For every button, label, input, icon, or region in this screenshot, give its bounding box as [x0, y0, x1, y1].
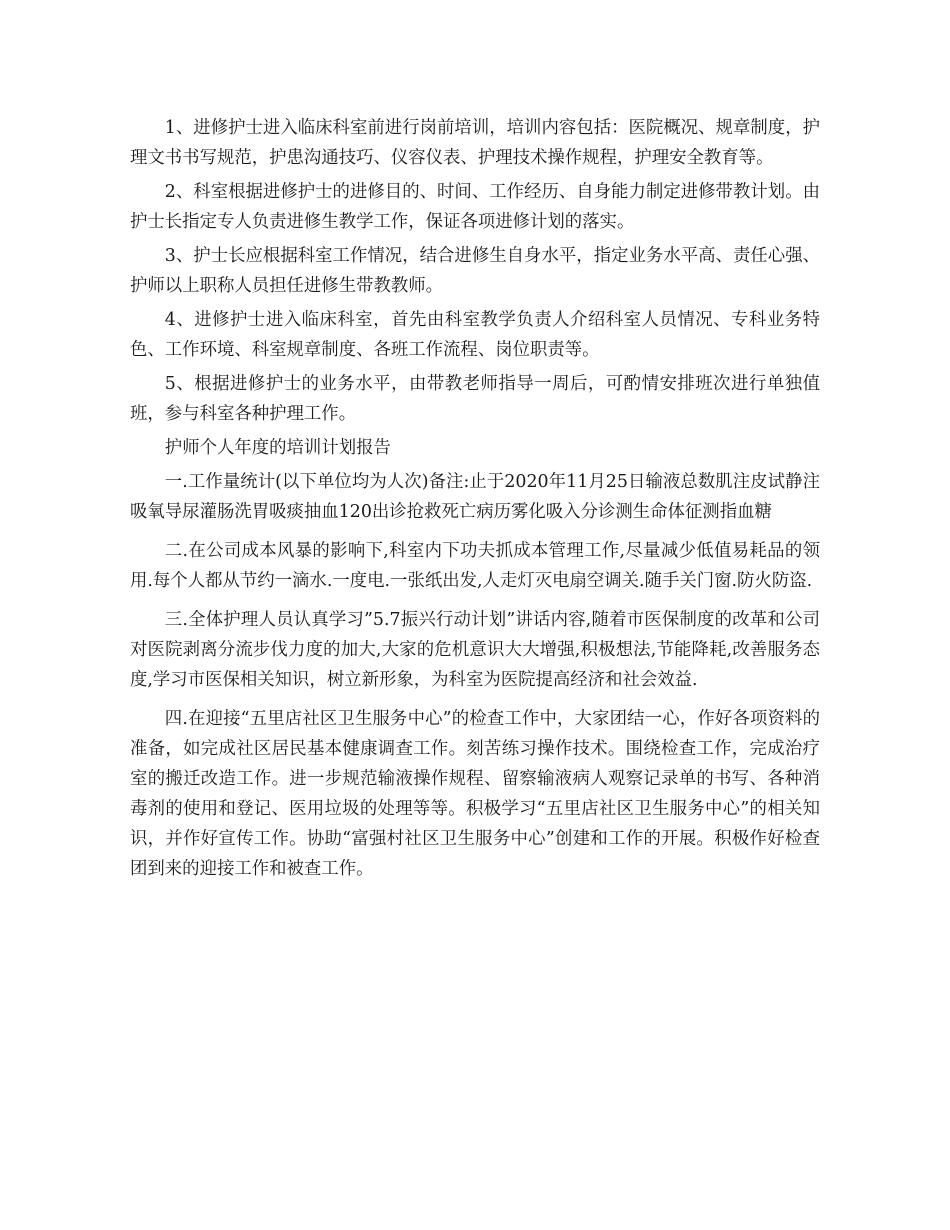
paragraph-2: 2、科室根据进修护士的进修目的、时间、工作经历、自身能力制定进修带教计划。由护士长指定专人负责进修生教学工作，保证各项进修计划的落实。 [130, 182, 820, 232]
section-heading: 护师个人年度的培训计划报告 [164, 438, 391, 458]
paragraph-workload: 一.工作量统计(以下单位均为人次)备注:止于2020年11月25日输液总数肌注皮试静注吸氧导尿灌肠洗胃吸痰抽血120出诊抢救死亡病历雾化吸入分诊测生命体征测指血糖 [130, 472, 820, 522]
paragraph-cost: 二.在公司成本风暴的影响下,科室内下功夫抓成本管理工作,尽量减少低值易耗品的领用.每个人都从节约一滴水.一度电.一张纸出发,人走灯灭电扇空调关.随手关门窗.防火防盗. [130, 541, 820, 591]
paragraph-study: 三.全体护理人员认真学习”5.7振兴行动计划”讲话内容,随着市医保制度的改革和公司对医院剥离分流步伐力度的加大,大家的危机意识大大增强,积极想法,节能降耗,改善服务态度,学习市医保相关知识，树立新形象，为科室为医院提高经济和社会效益. [130, 610, 820, 690]
document-page [130, 113, 820, 888]
paragraph-3: 3、护士长应根据科室工作情况，结合进修生自身水平，指定业务水平高、责任心强、护师以上职称人员担任进修生带教教师。 [130, 246, 820, 296]
paragraph-1: 1、进修护士进入临床科室前进行岗前培训，培训内容包括：医院概况、规章制度，护理文书书写规范，护患沟通技巧、仪容仪表、护理技术操作规程，护理安全教育等。 [130, 118, 820, 168]
paragraph-4: 4、进修护士进入临床科室，首先由科室教学负责人介绍科室人员情况、专科业务特色、工作环境、科室规章制度、各班工作流程、岗位职责等。 [130, 310, 820, 360]
paragraph-5: 5、根据进修护士的业务水平，由带教老师指导一周后，可酌情安排班次进行单独值班，参与科室各种护理工作。 [130, 374, 820, 424]
paragraph-inspection: 四.在迎接“五里店社区卫生服务中心”的检查工作中，大家团结一心，作好各项资料的准备，如完成社区居民基本健康调查工作。刻苦练习操作技术。围绕检查工作，完成治疗室的搬迁改造工作。进一步规范输液操作规程、留察输液病人观察记录单的书写、各种消毒剂的使用和登记、医用垃圾的处理等等。积极学习“五里店社区卫生服务中心”的相关知识，并作好宣传工作。协助“富强村社区卫生服务中心”创建和工作的开展。积极作好检查团到来的迎接工作和被查工作。 [130, 709, 820, 879]
